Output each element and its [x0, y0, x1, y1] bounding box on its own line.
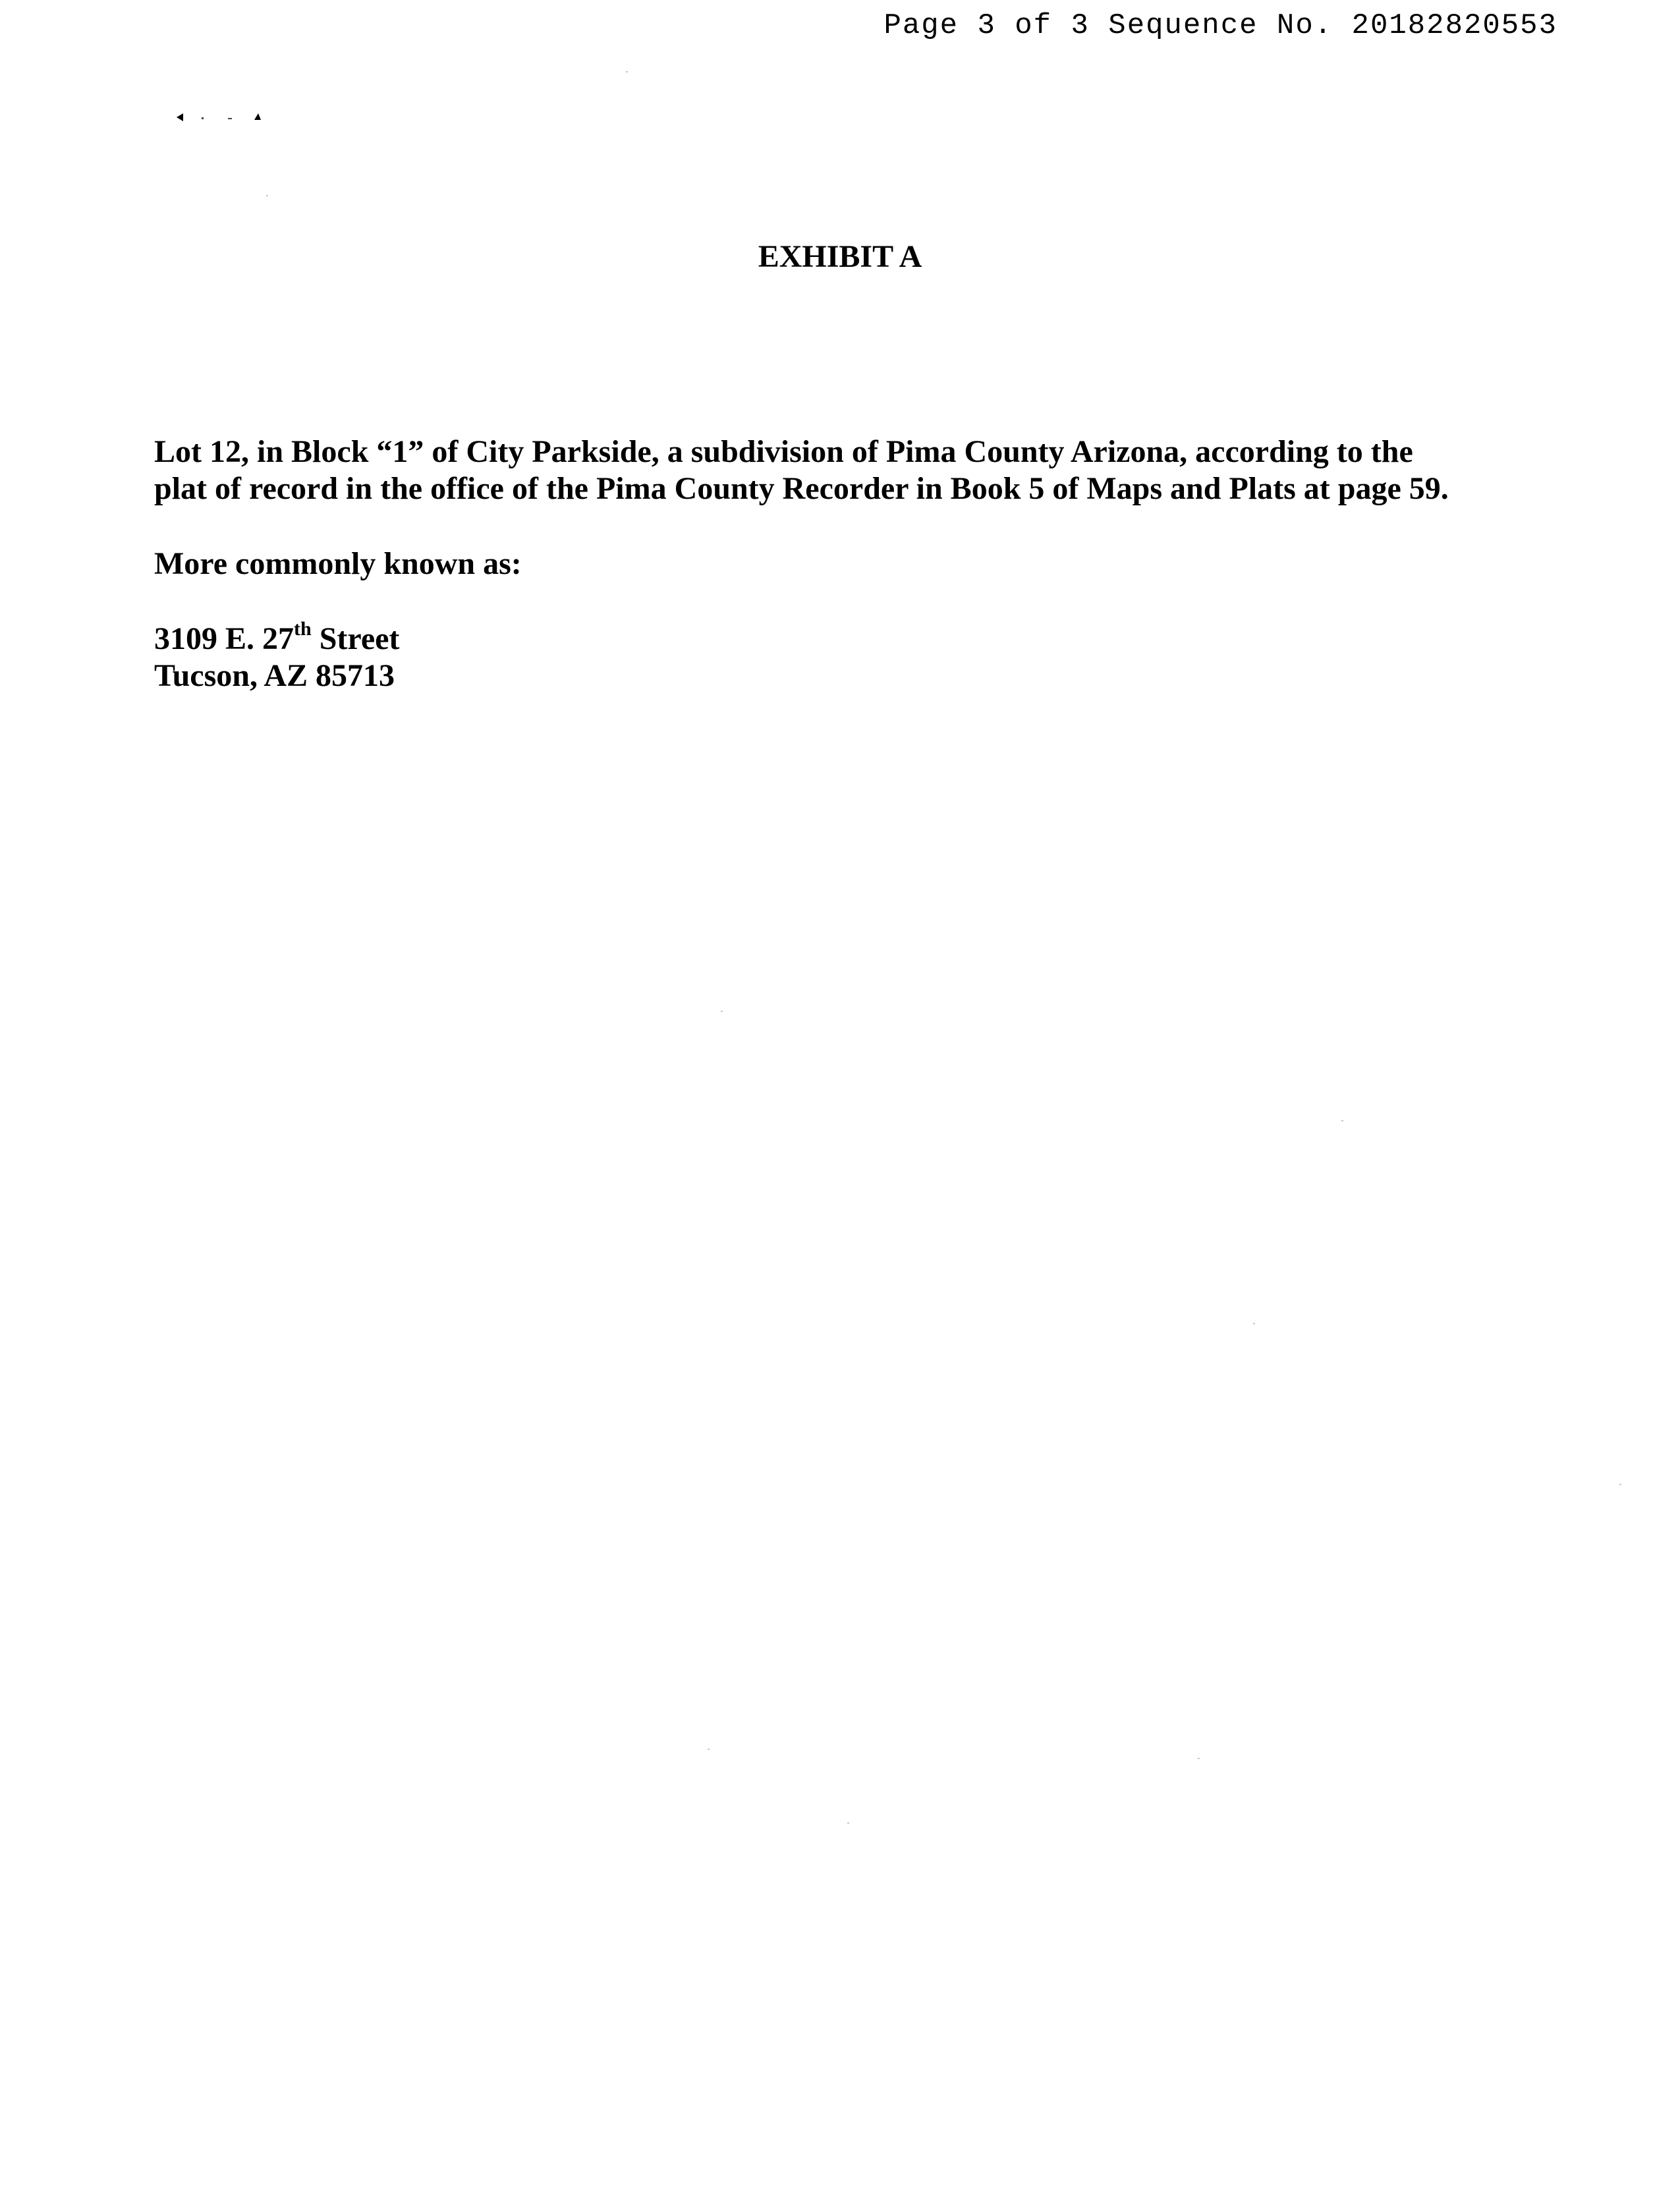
legal-description-line-2: plat of record in the office of the Pima County Recorder in Book 5 of Maps and Plats at page 59.	[154, 471, 1449, 506]
scan-speck	[1341, 1120, 1343, 1121]
scan-speck	[1198, 1758, 1200, 1759]
street-name: Street	[311, 621, 400, 656]
exhibit-title: EXHIBIT A	[758, 239, 922, 274]
scan-speck	[626, 71, 628, 72]
property-address	[154, 618, 1564, 694]
street-address	[154, 618, 1564, 658]
scan-speck	[721, 1011, 723, 1012]
scan-artifact-marks	[177, 109, 275, 125]
scan-speck	[1619, 1484, 1621, 1485]
page-sequence-header: Page 3 of 3 Sequence No. 20182820553	[883, 9, 1557, 42]
legal-description	[154, 434, 1564, 507]
city-state-zip: Tucson, AZ 85713	[154, 658, 395, 693]
known-as-label: More commonly known as:	[154, 546, 522, 581]
scan-speck	[847, 1822, 849, 1824]
document-body	[154, 434, 1564, 694]
scan-speck	[266, 195, 268, 196]
legal-description-line-1: Lot 12, in Block “1” of City Parkside, a subdivision of Pima County Arizona, according to the	[154, 434, 1413, 469]
scan-speck	[1253, 1323, 1255, 1324]
street-number: 3109 E. 27	[154, 621, 294, 656]
ordinal-suffix: th	[294, 618, 312, 640]
scan-speck	[708, 1749, 710, 1750]
